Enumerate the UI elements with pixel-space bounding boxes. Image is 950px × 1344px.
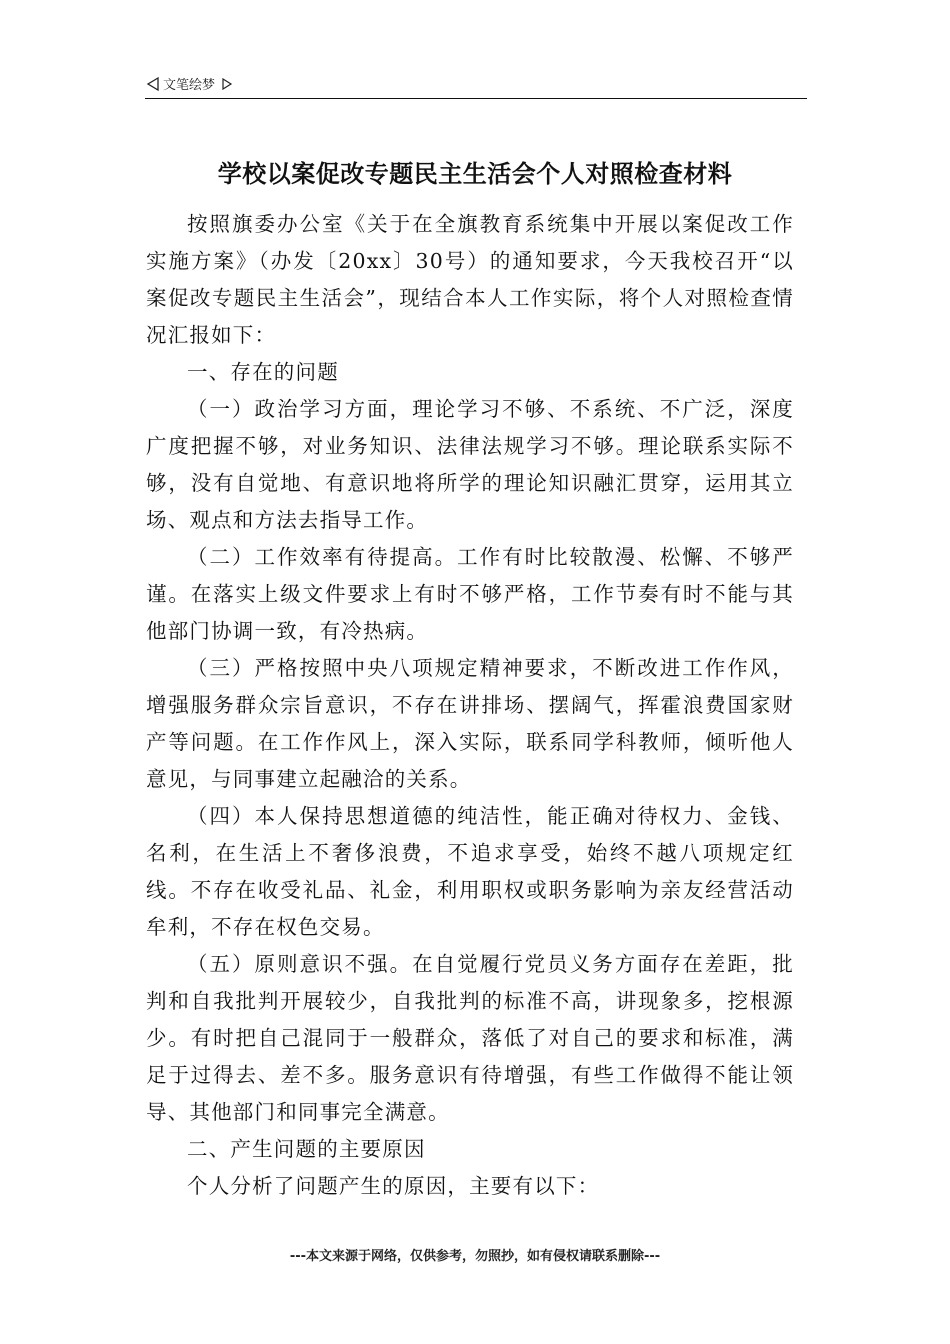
page-footer: ---本文来源于网络，仅供参考，勿照抄，如有侵权请联系删除---	[289, 1249, 661, 1264]
paragraph-problem-3: （三）严格按照中央八项规定精神要求，不断改进工作作风，增强服务群众宗旨意识，不存在讲排场、摆阔气，挥霍浪费国家财产等问题。在工作作风上，深入实际，联系同学科教师，倾听他人意见，与同事建立起融洽的关系。	[146, 656, 794, 791]
document-body	[146, 206, 794, 1205]
page-header	[145, 70, 807, 99]
brand-text: 文笔绘梦	[163, 78, 216, 93]
triangle-right-icon	[221, 78, 233, 90]
paragraph-intro: 按照旗委办公室《关于在全旗教育系统集中开展以案促改工作实施方案》（办发〔20xx〕30号）的通知要求，今天我校召开“以案促改专题民主生活会”，现结合本人工作实际，将个人对照检查情况汇报如下：	[146, 212, 794, 347]
paragraph-problem-1: （一）政治学习方面，理论学习不够、不系统、不广泛，深度广度把握不够，对业务知识、法律法规学习不够。理论联系实际不够，没有自觉地、有意识地将所学的理论知识融汇贯穿，运用其立场、观点和方法去指导工作。	[146, 397, 794, 532]
section-heading-problems: 一、存在的问题	[187, 360, 339, 384]
paragraph-causes-intro: 个人分析了问题产生的原因，主要有以下：	[187, 1174, 600, 1198]
section-heading-causes: 二、产生问题的主要原因	[187, 1137, 426, 1161]
document-title: 学校以案促改专题民主生活会个人对照检查材料	[217, 160, 733, 188]
brand	[145, 74, 233, 93]
paragraph-problem-2: （二）工作效率有待提高。工作有时比较散漫、松懈、不够严谨。在落实上级文件要求上有时不够严格，工作节奏有时不能与其他部门协调一致，有冷热病。	[146, 545, 794, 643]
paragraph-problem-5: （五）原则意识不强。在自觉履行党员义务方面存在差距，批判和自我批判开展较少，自我批判的标准不高，讲现象多，挖根源少。有时把自己混同于一般群众，落低了对自己的要求和标准，满足于过得去、差不多。服务意识有待增强，有些工作做得不能让领导、其他部门和同事完全满意。	[146, 952, 794, 1124]
paragraph-problem-4: （四）本人保持思想道德的纯洁性，能正确对待权力、金钱、名利，在生活上不奢侈浪费，不追求享受，始终不越八项规定红线。不存在收受礼品、礼金，利用职权或职务影响为亲友经营活动牟利，不存在权色交易。	[146, 804, 794, 939]
triangle-left-icon	[145, 76, 161, 92]
